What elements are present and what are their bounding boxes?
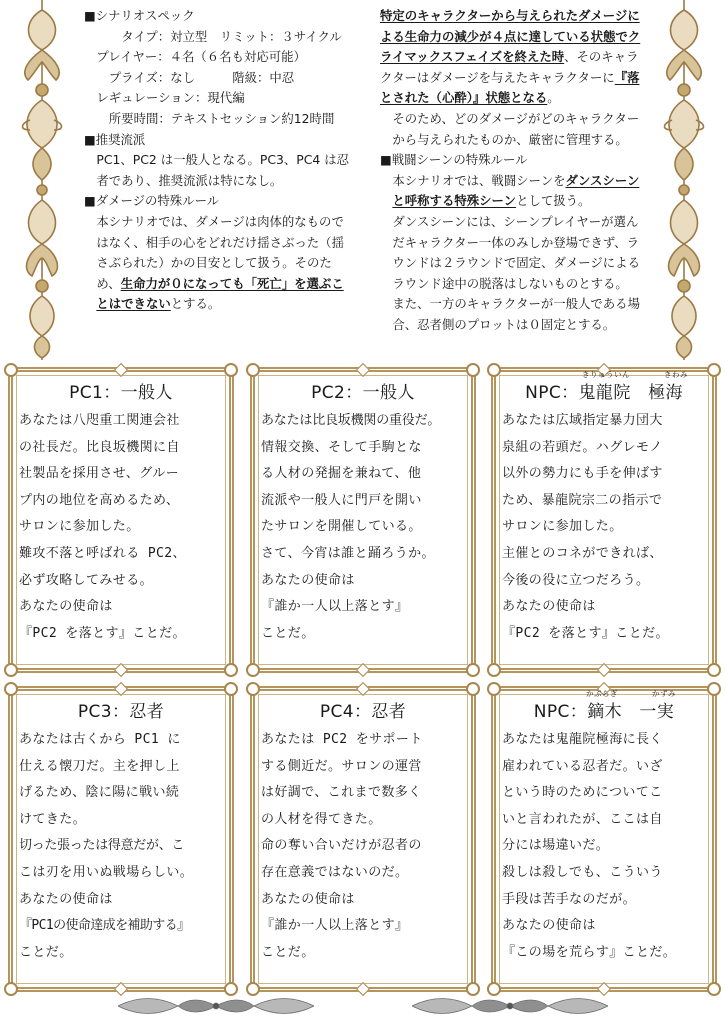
card-line: たサロンを開催している。 (261, 519, 422, 535)
card-line: 雇われている忍者だ。いざ (502, 758, 663, 774)
card-title: NPC：鏑木 一実 (533, 702, 675, 722)
spec-row-players: プレイヤー：４名（６名も対応可能） (96, 49, 306, 65)
spec-row-type: タイプ：対立型 リミット：３サイクル (121, 28, 342, 44)
card-line: あなたは広域指定暴力団大 (502, 413, 663, 428)
special-rule-period: 。 (547, 90, 560, 106)
spec-row-regulation: レギュレーション：現代編 (96, 90, 245, 106)
card-line: 分には場違いだ。 (502, 838, 610, 854)
card-line: 『PC2 を落とす』ことだ。 (19, 625, 186, 641)
card-line: 社製品を採用させ、グルー (19, 466, 180, 482)
card-ornament (597, 663, 611, 677)
recommended-body: PC1、PC2 は一般人となる。PC3、PC4 は忍者であり、推奨流派は特になし。 (96, 152, 349, 188)
card-corner (707, 363, 721, 377)
card-line: 『誰か一人以上落とす』 (261, 599, 409, 615)
card-line: あなたの使命は (502, 918, 596, 934)
card-line: 『この場を荒らす』ことだ。 (502, 944, 677, 960)
damage-rule-heading: ■ダメージの特殊ルール (84, 193, 220, 209)
card-line: 仕える懐刀だ。主を押し上 (19, 758, 180, 774)
card-line: 必ず攻略してみせる。 (19, 572, 154, 588)
card-line: の人材を得てきた。 (261, 811, 382, 827)
card-line: サロンに参加した。 (19, 519, 140, 535)
card-line: あなたは八咫重工関連会社 (19, 413, 180, 428)
spec-row-duration: 所要時間：テキストセッション約12時間 (108, 110, 335, 126)
card-corner (487, 363, 501, 377)
card-line: 情報交換、そして手駒とな (261, 439, 422, 455)
card-ornament (114, 682, 128, 696)
card-line: あなたの使命は (502, 599, 596, 615)
card-line: あなたは鬼龍院極海に長く (502, 732, 663, 747)
card-line: あなたは比良坂機関の重役だ。 (261, 413, 441, 428)
card-line: 切った張ったは得意だが、こ (19, 838, 185, 854)
left-ornamental-border (18, 0, 66, 360)
card-corner (246, 363, 260, 377)
character-card-npc-kaburagi (491, 686, 717, 992)
card-line: 手段は苦手なのだが。 (502, 891, 637, 907)
card-title: PC2：一般人 (311, 383, 415, 403)
card-corner (707, 663, 721, 677)
card-title: PC1：一般人 (69, 383, 173, 403)
card-ornament (356, 982, 370, 996)
right-text-column (380, 6, 642, 336)
card-line: いと言われたが、ここは自 (502, 811, 663, 827)
card-line: ことだ。 (19, 944, 73, 960)
card-corner (707, 982, 721, 996)
damage-rule-tail: とする。 (170, 296, 221, 312)
card-line: 難攻不落と呼ばれる PC2、 (19, 545, 186, 561)
right-ornamental-border (660, 0, 708, 360)
card-line: 主催とのコネができれば、 (502, 545, 663, 561)
damage-rule-emphasis: 生命力が０になっても「死亡」を選ぶことはできない (96, 275, 344, 312)
card-corner (4, 982, 18, 996)
card-ornament (356, 663, 370, 677)
card-line: あなたの使命は (19, 599, 113, 615)
card-line: 流派や一般人に門戸を開い (261, 492, 422, 508)
bottom-ornament-left (118, 994, 314, 1018)
card-corner (487, 663, 501, 677)
card-line: ことだ。 (261, 625, 315, 641)
special-rule-text: 、そのキャラクターはダメージを与えたキャラクターに (380, 49, 639, 85)
battle-rule-p1 (380, 171, 642, 212)
card-line: 『PC1の使命達成を補助する』 (19, 918, 190, 934)
card-line: あなたは PC2 をサポート (261, 732, 423, 747)
card-line: サロンに参加した。 (502, 519, 623, 535)
card-ornament (114, 363, 128, 377)
battle-rule-heading: ■戦闘シーンの特殊ルール (380, 152, 528, 168)
card-corner (246, 682, 260, 696)
card-line: さて、今宵は誰と踊ろうか。 (261, 545, 435, 561)
card-corner (4, 363, 18, 377)
battle-rule-p3: また、一方のキャラクターが一般人である場合、忍者側のプロットは０固定とする。 (392, 296, 640, 332)
card-corner (707, 682, 721, 696)
special-rule-emphasis-2: 『落とされた（心酔）』状態となる (380, 69, 640, 106)
card-line: の社長だ。比良坂機関に自 (19, 439, 180, 455)
card-corner (487, 682, 501, 696)
card-line: あなたは古くから PC1 に (19, 732, 181, 747)
card-line: げるため、陰に陽に戦い続 (19, 785, 180, 801)
card-title-wrap (502, 370, 706, 404)
spec-heading: ■シナリオスペック (84, 8, 195, 23)
bottom-ornament-right (412, 994, 608, 1018)
card-corner (246, 663, 260, 677)
card-line: 『誰か一人以上落とす』 (261, 918, 409, 934)
card-line: あなたの使命は (261, 572, 355, 588)
damage-rule-text: 本シナリオでは、ダメージは肉体的なものではなく、相手の心をどれだけ揺さぶった（揺さぶられた）かの目安として扱う。そのため、 (96, 213, 344, 291)
special-rule-body-2: そのため、どのダメージがどのキャラクターから与えられたものか、厳密に管理する。 (392, 110, 640, 147)
card-line: 『PC2 を落とす』ことだ。 (502, 625, 669, 641)
damage-rule-body (84, 212, 356, 315)
character-card-pc1 (8, 367, 234, 673)
card-ruby: きわみ (664, 370, 688, 379)
card-line: ため、暴龍院宗二の指示で (502, 492, 663, 508)
card-line: 泉組の若頭だ。ハグレモノ (502, 439, 663, 455)
special-rule-body (380, 6, 642, 109)
battle-rule-p2: ダンスシーンには、シーンプレイヤーが選んだキャラクター一体のみしか登場できず、ラウンドは２ラウンドで固定、ダメージによるラウンド途中の脱落はしないものとする。 (392, 213, 640, 291)
card-corner (4, 682, 18, 696)
card-corner (466, 682, 480, 696)
card-line: する側近だ。サロンの運営 (261, 758, 422, 774)
card-line: 殺しは殺しでも、こういう (502, 864, 663, 880)
recommended-heading: ■推奨流派 (84, 131, 146, 147)
card-line: こは刃を用いぬ戦場らしい。 (19, 864, 194, 880)
card-corner (466, 363, 480, 377)
card-ruby: きりゅういん (582, 370, 630, 379)
card-line: 存在意義ではないのだ。 (261, 864, 409, 880)
card-line: プ内の地位を高めるため、 (19, 492, 180, 508)
card-title: PC3：忍者 (77, 702, 165, 722)
card-line: ことだ。 (261, 944, 315, 960)
card-ornament (114, 663, 128, 677)
card-title: PC4：忍者 (319, 702, 407, 722)
card-corner (466, 663, 480, 677)
card-corner (224, 682, 238, 696)
card-title-wrap (502, 689, 706, 723)
card-line: という時のためについてこ (502, 785, 663, 801)
character-card-pc2 (250, 367, 476, 673)
left-text-column (84, 6, 356, 315)
card-corner (224, 363, 238, 377)
battle-rule-tail: として扱う。 (516, 193, 591, 209)
card-line: る人材の発掘を兼ねて、他 (261, 466, 422, 482)
battle-rule-emphasis: ダンスシーンと呼称する特殊シーン (392, 172, 640, 209)
card-line: は好調で、これまで数多く (261, 785, 422, 801)
character-card-npc-kiryuin (491, 367, 717, 673)
special-rule-emphasis: 特定のキャラクターから与えられたダメージによる生命力の減少が４点に達している状態でクライマックスフェイズを終えた時 (380, 8, 641, 65)
card-line: あなたの使命は (19, 891, 113, 907)
card-line: あなたの使命は (261, 891, 355, 907)
card-line: 命の奪い合いだけが忍者の (261, 838, 422, 854)
card-ruby: かぶらぎ (586, 689, 618, 698)
card-corner (224, 663, 238, 677)
card-line: けてきた。 (19, 811, 87, 827)
spec-row-prize: プライズ：なし 階級：中忍 (108, 69, 295, 85)
card-line: 以外の勢力にも手を伸ばす (502, 466, 663, 482)
card-line: 今後の役に立つだろう。 (502, 572, 650, 588)
card-corner (4, 663, 18, 677)
card-ornament (356, 682, 370, 696)
battle-rule-text: 本シナリオでは、戦闘シーンを (392, 172, 566, 188)
card-ruby: かずみ (652, 689, 676, 698)
character-card-pc4 (250, 686, 476, 992)
card-title: NPC：鬼龍院 極海 (525, 383, 683, 403)
character-card-pc3 (8, 686, 234, 992)
card-ornament (356, 363, 370, 377)
